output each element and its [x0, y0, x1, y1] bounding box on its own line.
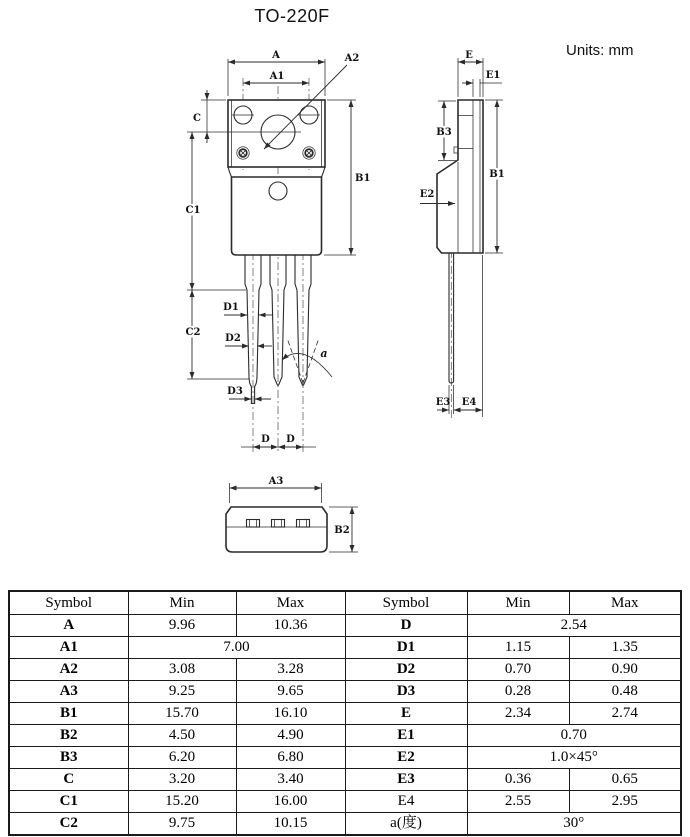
symbol-cell: A1	[9, 637, 128, 659]
dim-label-e2: E2	[419, 189, 435, 200]
body-outline	[232, 177, 322, 255]
dim-label-c1: C1	[185, 205, 201, 216]
dim-label-d-left: D	[261, 434, 270, 445]
max-cell: 2.74	[569, 703, 681, 725]
symbol-cell: a(度)	[345, 813, 467, 836]
symbol-cell: C	[9, 769, 128, 791]
dim-label-c: C	[193, 113, 201, 124]
max-cell: 4.90	[236, 725, 345, 747]
table-row	[9, 725, 681, 747]
max-cell: 2.95	[569, 791, 681, 813]
symbol-cell: C2	[9, 813, 128, 836]
symbol-cell: B2	[9, 725, 128, 747]
symbol-cell: E	[345, 703, 467, 725]
dim-label-a: A	[272, 50, 280, 61]
max-cell: 10.15	[236, 813, 345, 836]
min-cell: 2.55	[467, 791, 569, 813]
max-cell: 16.10	[236, 703, 345, 725]
dim-label-b1-side: B1	[489, 169, 505, 180]
span-cell: 2.54	[467, 615, 681, 637]
table-row	[9, 769, 681, 791]
rivet-left	[237, 147, 249, 159]
min-cell: 2.34	[467, 703, 569, 725]
symbol-cell: A3	[9, 681, 128, 703]
symbol-cell: A	[9, 615, 128, 637]
table-header-row	[9, 591, 681, 615]
page-title: TO-220F	[254, 6, 330, 26]
dim-label-e3: E3	[435, 397, 451, 408]
symbol-cell: D	[345, 615, 467, 637]
table-row	[9, 681, 681, 703]
col-header-max: Max	[236, 591, 345, 615]
min-cell: 9.96	[128, 615, 236, 637]
symbol-cell: B1	[9, 703, 128, 725]
max-cell: 16.00	[236, 791, 345, 813]
min-cell: 1.15	[467, 637, 569, 659]
dim-label-d1: D1	[223, 302, 239, 313]
symbol-cell: D2	[345, 659, 467, 681]
symbol-cell: E3	[345, 769, 467, 791]
max-cell: 9.65	[236, 681, 345, 703]
col-header-symbol: Symbol	[9, 591, 128, 615]
symbol-cell: E4	[345, 791, 467, 813]
max-cell: 6.80	[236, 747, 345, 769]
symbol-cell: D1	[345, 637, 467, 659]
dim-label-d-right: D	[286, 434, 295, 445]
dim-label-e1: E1	[485, 70, 501, 81]
max-cell: 0.48	[569, 681, 681, 703]
max-cell: 1.35	[569, 637, 681, 659]
min-cell: 9.25	[128, 681, 236, 703]
dim-label-d2: D2	[225, 333, 241, 344]
table-row	[9, 703, 681, 725]
dimensions-table	[8, 590, 682, 836]
max-cell: 0.90	[569, 659, 681, 681]
dim-label-c2: C2	[185, 327, 201, 338]
symbol-cell: E1	[345, 725, 467, 747]
dim-label-e4: E4	[461, 397, 477, 408]
min-cell: 6.20	[128, 747, 236, 769]
max-cell: 3.40	[236, 769, 345, 791]
table-row	[9, 659, 681, 681]
symbol-cell: B3	[9, 747, 128, 769]
front-view	[185, 50, 371, 452]
span-cell: 7.00	[128, 637, 345, 659]
max-cell: 0.65	[569, 769, 681, 791]
symbol-cell: C1	[9, 791, 128, 813]
dim-label-b1-front: B1	[355, 173, 371, 184]
symbol-cell: D3	[345, 681, 467, 703]
span-cell: 0.70	[467, 725, 681, 747]
min-cell: 0.28	[467, 681, 569, 703]
side-view	[420, 50, 506, 420]
min-cell: 3.08	[128, 659, 236, 681]
dim-label-a2: A2	[344, 53, 360, 64]
dim-label-a3: A3	[268, 476, 284, 487]
col-header-min: Min	[467, 591, 569, 615]
col-header-max: Max	[569, 591, 681, 615]
bottom-view	[226, 476, 358, 552]
bottom-outline	[226, 507, 327, 552]
dim-label-alpha: a	[320, 347, 328, 360]
table-row	[9, 813, 681, 836]
min-cell: 0.36	[467, 769, 569, 791]
table-row	[9, 637, 681, 659]
dim-label-b2: B2	[334, 525, 350, 536]
dim-label-e: E	[465, 50, 473, 61]
units-label: Units: mm	[566, 42, 634, 59]
min-cell: 3.20	[128, 769, 236, 791]
symbol-cell: E2	[345, 747, 467, 769]
span-cell: 1.0×45°	[467, 747, 681, 769]
min-cell: 0.70	[467, 659, 569, 681]
span-cell: 30°	[467, 813, 681, 836]
min-cell: 4.50	[128, 725, 236, 747]
table-row	[9, 615, 681, 637]
min-cell: 9.75	[128, 813, 236, 836]
min-cell: 15.20	[128, 791, 236, 813]
col-header-min: Min	[128, 591, 236, 615]
rivet-right	[303, 147, 315, 159]
dim-label-a1: A1	[269, 71, 285, 82]
max-cell: 10.36	[236, 615, 345, 637]
table-row	[9, 791, 681, 813]
min-cell: 15.70	[128, 703, 236, 725]
dim-label-d3: D3	[227, 386, 243, 397]
dim-label-b3: B3	[436, 127, 452, 138]
col-header-symbol: Symbol	[345, 591, 467, 615]
symbol-cell: A2	[9, 659, 128, 681]
table-row	[9, 747, 681, 769]
max-cell: 3.28	[236, 659, 345, 681]
